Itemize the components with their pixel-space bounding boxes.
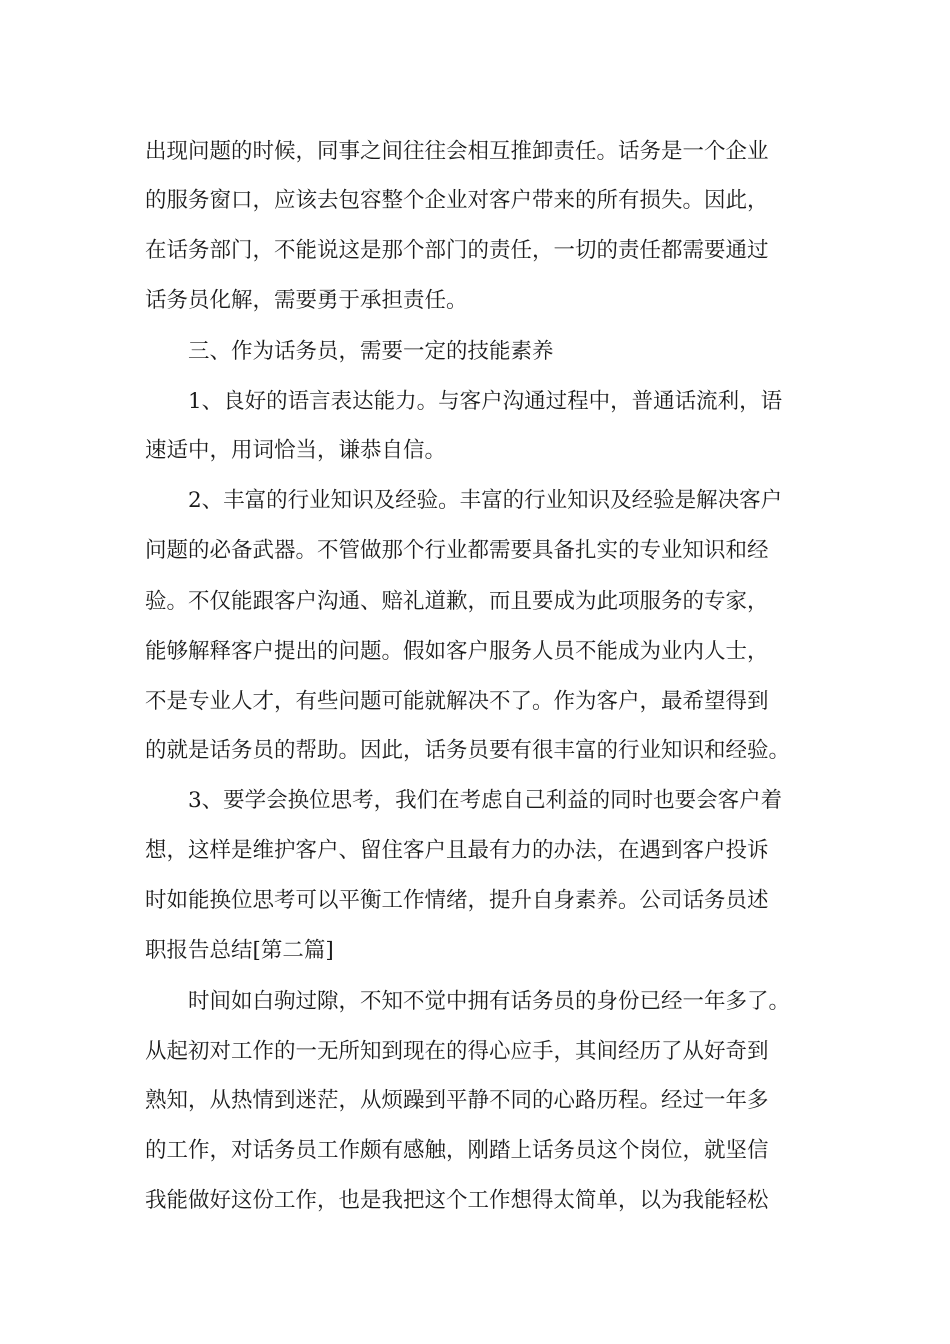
text-line: 3、要学会换位思考，我们在考虑自己利益的同时也要会客户着 (188, 788, 783, 813)
text-line: 的就是话务员的帮助。因此，话务员要有很丰富的行业知识和经验。 (145, 738, 791, 763)
text-line: 不是专业人才，有些问题可能就解决不了。作为客户，最希望得到 (145, 689, 769, 714)
text-line: 想，这样是维护客户、留住客户且最有力的办法，在遇到客户投诉 (145, 838, 769, 863)
text-line: 验。不仅能跟客户沟通、赔礼道歉，而且要成为此项服务的专家， (145, 589, 769, 614)
section-title: 职报告总结[第二篇] (145, 938, 334, 963)
text-line: 熟知，从热情到迷茫，从烦躁到平静不同的心路历程。经过一年多 (145, 1088, 769, 1113)
text-line: 能够解释客户提出的问题。假如客户服务人员不能成为业内人士， (145, 639, 769, 664)
section-heading: 三、作为话务员，需要一定的技能素养 (188, 339, 554, 364)
text-line: 在话务部门，不能说这是那个部门的责任，一切的责任都需要通过 (145, 238, 769, 263)
text-line: 时间如白驹过隙，不知不觉中拥有话务员的身份已经一年多了。 (188, 989, 791, 1014)
text-line: 时如能换位思考可以平衡工作情绪，提升自身素养。公司话务员述 (145, 888, 769, 913)
text-line: 话务员化解，需要勇于承担责任。 (145, 288, 468, 313)
text-line: 的服务窗口，应该去包容整个企业对客户带来的所有损失。因此， (145, 188, 769, 213)
text-line: 2、丰富的行业知识及经验。丰富的行业知识及经验是解决客户 (188, 488, 783, 513)
text-line: 我能做好这份工作，也是我把这个工作想得太简单，以为我能轻松 (145, 1188, 769, 1213)
text-line: 从起初对工作的一无所知到现在的得心应手，其间经历了从好奇到 (145, 1039, 769, 1064)
text-line: 问题的必备武器。不管做那个行业都需要具备扎实的专业知识和经 (145, 538, 769, 563)
text-line: 的工作，对话务员工作颇有感触，刚踏上话务员这个岗位，就坚信 (145, 1138, 769, 1163)
text-line: 速适中，用词恰当，谦恭自信。 (145, 438, 447, 463)
text-line: 出现问题的时候，同事之间往往会相互推卸责任。话务是一个企业 (145, 139, 769, 164)
text-line: 1、良好的语言表达能力。与客户沟通过程中，普通话流利，语 (188, 389, 783, 414)
